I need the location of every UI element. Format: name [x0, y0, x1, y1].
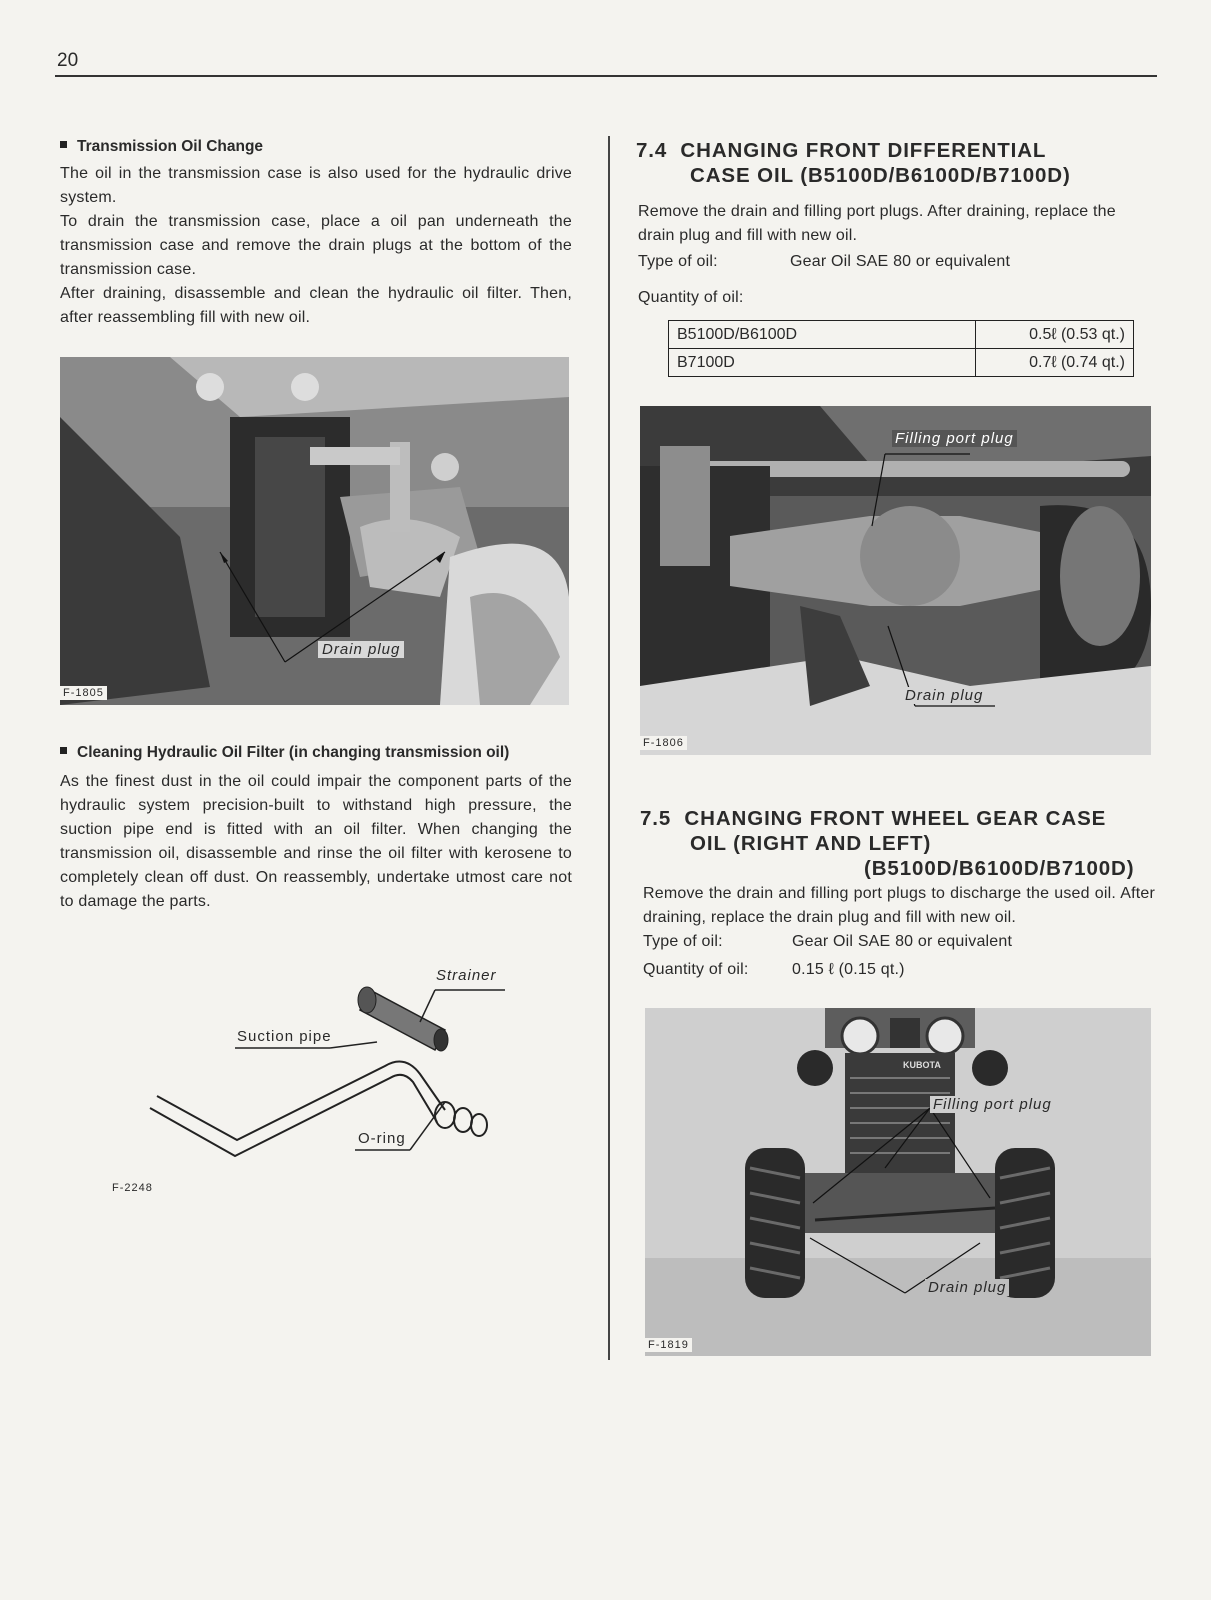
section-7-5-title-line3: (B5100D/B6100D/B7100D) [864, 857, 1135, 880]
section-7-5-number: 7.5 [640, 807, 672, 830]
section-7-5-type-value: Gear Oil SAE 80 or equivalent [792, 933, 1013, 950]
section-7-5-quantity-value: 0.15 ℓ (0.15 qt.) [792, 961, 905, 978]
section-7-4-text: Remove the drain and filling port plugs. After draining, replace the drain plug and fill with new oil. [638, 203, 1116, 244]
bullet-icon [60, 747, 67, 754]
section-7-5-title-line1: CHANGING FRONT WHEEL GEAR CASE [684, 807, 1107, 830]
hydraulic-filter-heading [60, 744, 509, 762]
table-row [669, 349, 1134, 377]
figure-label-f1805: F-1805 [60, 686, 107, 700]
column-divider [608, 136, 610, 1360]
transmission-oil-heading [60, 138, 263, 156]
drain-plug-photo [60, 357, 569, 705]
hydraulic-filter-heading-text: Cleaning Hydraulic Oil Filter (in changing transmission oil) [77, 744, 510, 761]
page-number: 20 [57, 50, 79, 71]
transmission-paragraph-3: After draining, disassemble and clean the hydraulic oil filter. Then, after reassembling fill with new oil. [60, 285, 572, 326]
tractor-front-illustration [645, 1008, 1151, 1356]
transmission-paragraph-1: The oil in the transmission case is also used for the hydraulic drive system. [60, 165, 572, 206]
model-cell: B7100D [669, 349, 976, 377]
transmission-paragraph-2: To drain the transmission case, place a oil pan underneath the transmission case and remove the drain plugs at the bottom of the transmission case. [60, 213, 572, 278]
drain-plug-callout: Drain plug [925, 1279, 1009, 1296]
section-7-5-title-line2: OIL (RIGHT AND LEFT) [690, 832, 932, 855]
quantity-cell: 0.5ℓ (0.53 qt.) [976, 321, 1134, 349]
kubota-logo: KUBOTA [903, 1060, 941, 1070]
section-7-4-quantity-label: Quantity of oil: [638, 289, 744, 306]
transmission-oil-text [60, 162, 572, 330]
section-7-5-heading [640, 806, 1135, 881]
section-7-4-type-value: Gear Oil SAE 80 or equivalent [790, 253, 1011, 270]
filling-port-plug-callout: Filling port plug [892, 430, 1017, 447]
section-7-4-heading [636, 138, 1071, 188]
figure-label-f2248: F-2248 [112, 1182, 153, 1194]
strainer-diagram-illustration [145, 970, 545, 1180]
header-rule [55, 75, 1157, 77]
section-7-5-text: Remove the drain and filling port plugs to discharge the used oil. After draining, replace the drain plug and fill with new oil. [643, 885, 1155, 926]
suction-pipe-label: Suction pipe [237, 1028, 332, 1045]
table-row [669, 321, 1134, 349]
transmission-oil-heading-text: Transmission Oil Change [77, 138, 264, 155]
figure-label-f1806: F-1806 [640, 736, 687, 750]
section-7-4-title-line1: CHANGING FRONT DIFFERENTIAL [680, 139, 1047, 162]
section-7-4-number: 7.4 [636, 139, 668, 162]
section-7-4-title-line2: CASE OIL (B5100D/B6100D/B7100D) [690, 164, 1071, 187]
filling-port-plug-callout: Filling port plug [930, 1096, 1055, 1113]
front-axle-illustration [640, 406, 1151, 755]
section-7-5-type-label: Type of oil: [643, 933, 723, 950]
drain-plug-callout: Drain plug [902, 687, 986, 704]
section-7-5-quantity-label: Quantity of oil: [643, 961, 749, 978]
figure-label-f1819: F-1819 [645, 1338, 692, 1352]
model-cell: B5100D/B6100D [669, 321, 976, 349]
drain-plug-callout: Drain plug [318, 641, 404, 658]
o-ring-label: O-ring [358, 1130, 406, 1147]
front-differential-photo [640, 406, 1151, 755]
strainer-label: Strainer [436, 967, 497, 984]
oil-quantity-table [668, 320, 1134, 377]
hydraulic-filter-text: As the finest dust in the oil could impair the component parts of the hydraulic system precision-built to withstand high pressure, the suction pipe end is fitted with an oil filter. When changing the transmission oil, disassemble and rinse the oil filter with kerosene to completely clean off dust. On reassembly, undertake utmost care not to damage the parts. [60, 773, 572, 910]
section-7-4-type-label: Type of oil: [638, 253, 718, 270]
transmission-underside-illustration [60, 357, 569, 705]
front-wheel-gear-photo [645, 1008, 1151, 1356]
bullet-icon [60, 141, 67, 148]
suction-pipe-diagram [145, 967, 545, 1180]
quantity-cell: 0.7ℓ (0.74 qt.) [976, 349, 1134, 377]
